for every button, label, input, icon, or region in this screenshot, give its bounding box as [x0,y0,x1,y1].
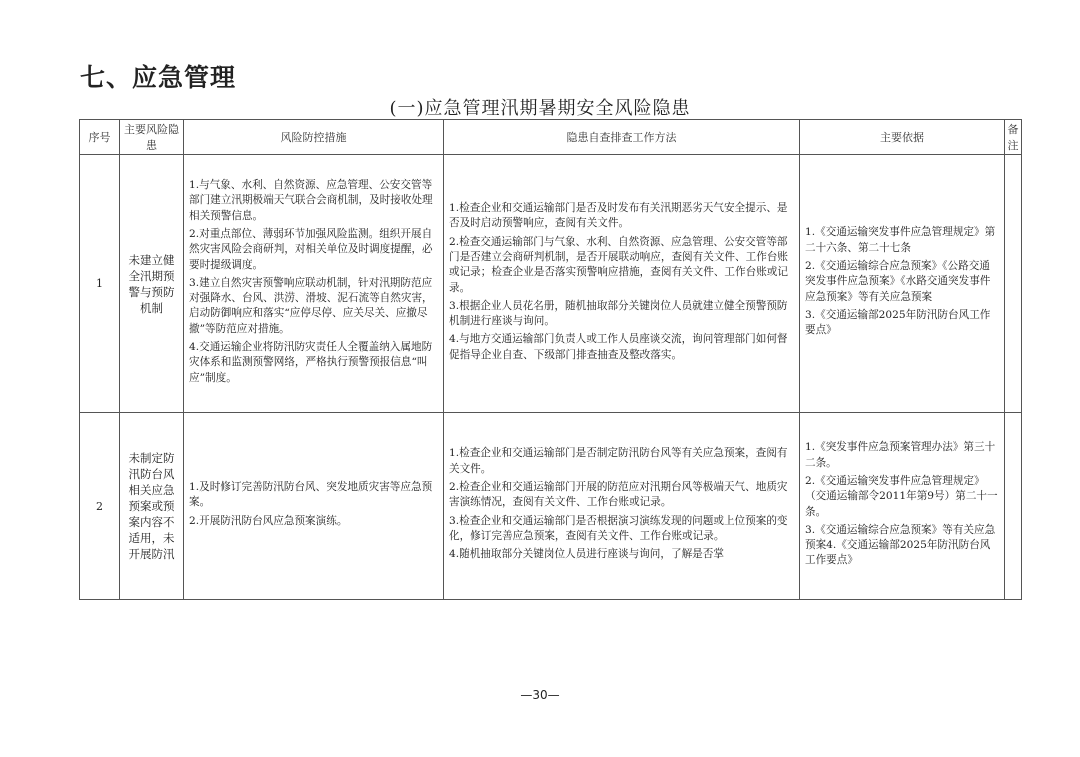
risk-cell: 未建立健全汛期预警与预防机制 [120,155,184,413]
measure-item: 2.开展防汛防台风应急预案演练。 [189,514,348,527]
basis-cell [800,413,1005,600]
methods-cell [444,413,800,600]
basis-cell [800,155,1005,413]
basis-item: 3.《交通运输综合应急预案》等有关应急预案4.《交通运输部2025年防汛防台风工作要点》 [805,523,996,567]
measure-item: 2.对重点部位、薄弱环节加强风险监测。组织开展自然灾害风险会商研判，对相关单位及时调度提醒，必要时提级调度。 [189,227,433,271]
page-number: —30— [520,688,560,702]
basis-item: 1.《突发事件应急预案管理办法》第三十二条。 [805,441,996,469]
method-item: 2.检查交通运输部门与气象、水利、自然资源、应急管理、公安交管等部门是否建立会商研判机制，是否开展联动响应，查阅有关文件、工作台账或记录；检查企业是否落实预警响应措施，查阅有关文件、工作台账或记录。 [449,235,788,294]
header-no: 序号 [80,120,120,155]
remark-cell [1005,413,1022,600]
measure-item: 1.及时修订完善防汛防台风、突发地质灾害等应急预案。 [189,481,433,509]
basis-item: 2.《交通运输综合应急预案》《公路交通突发事件应急预案》《水路交通突发事件应急预案》等有关应急预案 [805,260,991,303]
table-row [80,155,1022,413]
row-number: 2 [80,413,120,600]
table-title: (一)应急管理汛期暑期安全风险隐患 [389,98,691,119]
header-methods: 隐患自查排查工作方法 [444,120,800,155]
table-row [80,413,1022,600]
method-item: 1.检查企业和交通运输部门是否及时发布有关汛期恶劣天气安全提示、是否及时启动预警响应，查阅有关文件。 [449,202,788,230]
method-item: 1.检查企业和交通运输部门是否制定防汛防台风等有关应急预案，查阅有关文件。 [449,447,788,475]
header-risk: 主要风险隐患 [120,120,184,155]
header-basis: 主要依据 [800,120,1005,155]
measure-item: 3.建立自然灾害预警响应联动机制，针对汛期防范应对强降水、台风、洪涝、滑坡、泥石流等自然灾害，启动防御响应和落实“应停尽停、应关尽关、应撤尽撤”等防范应对措施。 [189,276,433,335]
method-item: 3.检查企业和交通运输部门是否根据演习演练发现的问题或上位预案的变化，修订完善应急预案，查阅有关文件、工作台账或记录。 [449,514,788,542]
methods-cell [444,155,800,413]
method-item: 2.检查企业和交通运输部门开展的防范应对汛期台风等极端天气、地质灾害演练情况，查阅有关文件、工作台账或记录。 [449,481,788,509]
basis-item: 3.《交通运输部2025年防汛防台风工作要点》 [805,308,991,337]
header-remark: 备注 [1005,120,1022,155]
risk-cell: 未制定防汛防台风相关应急预案或预案内容不适用，未开展防汛 [120,413,184,600]
section-title: 七、应急管理 [80,63,237,92]
measures-cell [184,155,444,413]
measure-item: 4.交通运输企业将防汛防灾责任人全覆盖纳入属地防灾体系和监测预警网络，严格执行预警预报信息“叫应”制度。 [189,341,433,384]
method-item: 3.根据企业人员花名册，随机抽取部分关键岗位人员就建立健全预警预防机制进行座谈与询问。 [449,299,788,328]
method-item: 4.随机抽取部分关键岗位人员进行座谈与询问，了解是否掌 [449,548,724,561]
basis-item: 1.《交通运输突发事件应急管理规定》第二十六条、第二十七条 [805,226,996,254]
measure-item: 1.与气象、水利、自然资源、应急管理、公安交管等部门建立汛期极端天气联合会商机制，及时接收处理相关预警信息。 [189,179,433,222]
risk-table [79,119,1022,600]
basis-item: 2.《交通运输突发事件应急管理规定》（交通运输部令2011年第9号）第二十一条。 [805,474,998,518]
method-item: 4.与地方交通运输部门负责人或工作人员座谈交流，询问管理部门如何督促指导企业自查、下级部门排查抽查及整改落实。 [449,333,788,361]
row-number: 1 [80,155,120,413]
remark-cell [1005,155,1022,413]
header-measures: 风险防控措施 [184,120,444,155]
measures-cell [184,413,444,600]
table-header-row [80,120,1022,155]
